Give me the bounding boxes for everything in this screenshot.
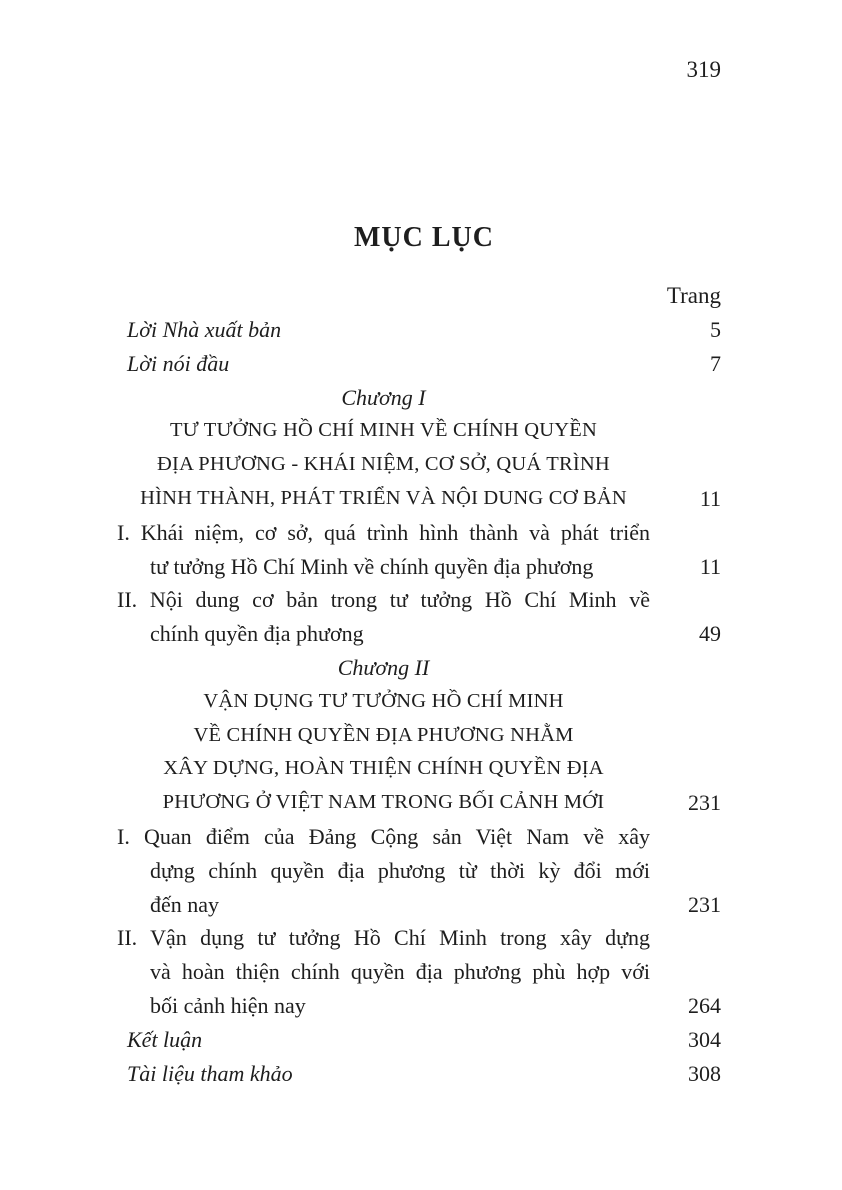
page-number: 319 [686, 57, 721, 82]
toc-line-page: 308 [688, 1060, 721, 1086]
toc-line-text: ĐỊA PHƯƠNG - KHÁI NIỆM, CƠ SỞ, QUÁ TRÌNH [157, 453, 610, 476]
toc-line-page: 231 [688, 891, 721, 917]
toc-line-page: 304 [688, 1026, 721, 1052]
toc-line-page: 231 [688, 790, 721, 816]
toc-line-page [650, 685, 721, 719]
chapter-2-title-line [117, 786, 721, 820]
toc-line-page [650, 583, 721, 617]
toc-line-text: Kết luận [127, 1026, 203, 1052]
toc-line-page [650, 448, 721, 482]
toc-line-section [117, 921, 721, 955]
toc-line-text: Lời nói đầu [127, 350, 230, 376]
toc-line-page [650, 651, 721, 685]
toc-line-section [117, 820, 721, 854]
toc-line-text: VẬN DỤNG TƯ TƯỞNG HỒ CHÍ MINH [203, 689, 564, 712]
toc-line-text: TƯ TƯỞNG HỒ CHÍ MINH VỀ CHÍNH QUYỀN [170, 419, 597, 442]
toc-line-text: chính quyền địa phương [150, 621, 364, 647]
toc-line-page [650, 719, 721, 753]
toc-line-text: dựng chính quyền địa phương từ thời kỳ đổi mới [150, 857, 650, 883]
toc-line-text: VỀ CHÍNH QUYỀN ĐỊA PHƯƠNG NHẰM [193, 723, 574, 746]
toc-line-page: 11 [699, 485, 721, 511]
chapter-1-title-line [117, 482, 721, 516]
toc-line-text: Lời Nhà xuất bản [127, 317, 282, 342]
toc-line-page: 11 [699, 553, 721, 579]
toc-line-page [650, 820, 721, 854]
toc-line-text: I. Quan điểm của Đảng Cộng sản Việt Nam về xây [117, 823, 650, 849]
toc-line-page [650, 516, 721, 550]
table-of-contents [117, 313, 721, 1090]
toc-line-section [117, 888, 721, 922]
toc-line-section [117, 854, 721, 888]
toc-line-section [117, 989, 721, 1023]
toc-line-text: Tài liệu tham khảo [127, 1060, 293, 1086]
toc-line-page [650, 752, 721, 786]
toc-line-text: II. Vận dụng tư tưởng Hồ Chí Minh trong xây dựng [117, 925, 650, 951]
toc-line-conclusion [117, 1023, 721, 1057]
chapter-2-label [117, 651, 721, 685]
toc-line-references [117, 1057, 721, 1091]
toc-line-page: 264 [688, 992, 721, 1018]
toc-line-section [117, 516, 721, 550]
toc-line-text: II. Nội dung cơ bản trong tư tưởng Hồ Chí Minh về [117, 587, 650, 613]
toc-line-page: 5 [710, 317, 721, 342]
chapter-2-title-line [117, 719, 721, 753]
toc-line-text: Chương II [337, 654, 430, 680]
chapter-2-title-line [117, 752, 721, 786]
toc-line-section [117, 583, 721, 617]
chapter-1-title-line [117, 448, 721, 482]
toc-line-text: XÂY DỰNG, HOÀN THIỆN CHÍNH QUYỀN ĐỊA [163, 757, 604, 780]
toc-line-page [650, 414, 721, 448]
toc-line-text: và hoàn thiện chính quyền địa phương phù hợp với [150, 959, 650, 985]
toc-line-text: HÌNH THÀNH, PHÁT TRIỂN VÀ NỘI DUNG CƠ BẢN [140, 486, 627, 509]
toc-line-foreword [117, 347, 721, 381]
toc-line-page [650, 921, 721, 955]
chapter-2-title-line [117, 685, 721, 719]
toc-line-text: PHƯƠNG Ở VIỆT NAM TRONG BỐI CẢNH MỚI [162, 791, 605, 814]
chapter-1-label [117, 381, 721, 415]
toc-line-text: đến nay [150, 891, 220, 917]
toc-line-page [650, 955, 721, 989]
toc-title: MỤC LỤC [354, 222, 494, 253]
toc-line-page: 7 [710, 350, 721, 376]
toc-line-publisher-note [117, 313, 721, 347]
toc-line-section [117, 955, 721, 989]
toc-line-text: tư tưởng Hồ Chí Minh về chính quyền địa phương [150, 553, 594, 579]
toc-line-text: bối cảnh hiện nay [150, 992, 306, 1018]
toc-line-page: 49 [699, 621, 721, 647]
toc-line-section [117, 550, 721, 584]
toc-line-text: Chương I [341, 384, 426, 410]
page-column-header: Trang [666, 283, 721, 308]
toc-line-text: I. Khái niệm, cơ sở, quá trình hình thành và phát triển [117, 519, 650, 545]
toc-line-page [650, 381, 721, 415]
toc-line-section [117, 617, 721, 651]
toc-line-page [650, 854, 721, 888]
chapter-1-title-line [117, 414, 721, 448]
